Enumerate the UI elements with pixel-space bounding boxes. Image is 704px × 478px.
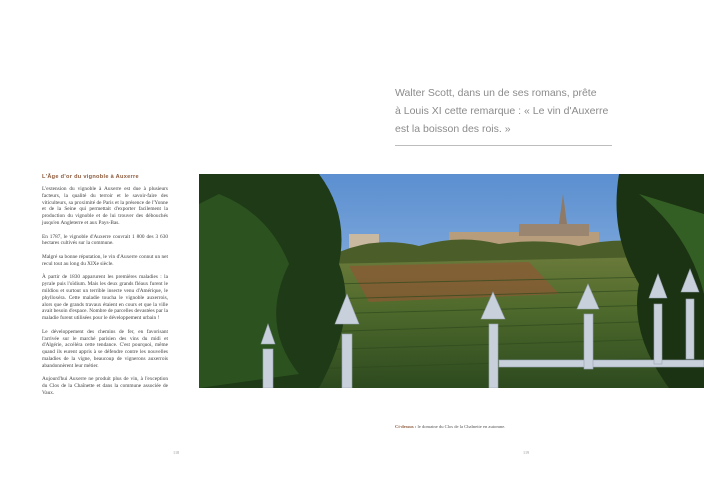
photo-caption (395, 424, 505, 429)
section-title: L'Âge d'or du vignoble à Auxerre (42, 174, 139, 180)
pull-quote-line: à Louis XI cette remarque : « Le vin d'Auxerre (395, 105, 609, 117)
paragraph: En 1787, le vignoble d'Auxerre couvrait 1 800 des 3 630 hectares cultivés sur la commune. (42, 233, 168, 247)
vineyard-photo (199, 174, 704, 388)
body-text-column (42, 186, 168, 404)
paragraph: Malgré sa bonne réputation, le vin d'Auxerre connut un net recul tout au long du XIXe siècle. (42, 253, 168, 267)
quote-divider (395, 145, 612, 146)
paragraph: À partir de 1830 apparurent les premières maladies : la pyrale puis l'oïdium. Mais les deux grands fléaux furent le mildiou et surtout un terrible insecte venu d'Amérique, le phylloxéra. Cette maladie toucha le vignoble auxerrois, alors que de grands travaux étaient en cours et que la ville avait besoin d'espace. Nombre de parcelles devastées par la maladie furent utilisées pour le développement urbain ! (42, 274, 168, 322)
paragraph: Aujourd'hui Auxerre ne produit plus de vin, à l'exception du Clos de la Chaînette et dans la commune associée de Vaux. (42, 376, 168, 396)
page-number-left: 118 (173, 450, 180, 455)
caption-text: le domaine du Clos de la Chaînette en automne. (417, 424, 506, 429)
caption-label: Ci-dessus : (395, 424, 417, 429)
paragraph: L'extension du vignoble à Auxerre est due à plusieurs facteurs, la qualité du terroir et le savoir-faire des viticulteurs, sa proximité de Paris et la présence de l'Yonne et de la Seine qui permettait d'exporter facilement la production du vignoble et de lui trouver des débouchés jusqu'en Angleterre et aux Pays-Bas. (42, 186, 168, 226)
pull-quote (395, 84, 620, 138)
page-number-right: 119 (523, 450, 530, 455)
pull-quote-line: Walter Scott, dans un de ses romans, prête (395, 87, 597, 99)
paragraph: Le développement des chemins de fer, en favorisant l'arrivée sur le marché parisien des vins du midi et d'Algérie, accéléra cette tendance. C'est pourquoi, même quand ils eurent appris à se défendre contre les nouvelles maladies de la vigne, beaucoup de vignerons auxerrois abandonnèrent leur métier. (42, 328, 168, 369)
pull-quote-line: est la boisson des rois. » (395, 123, 511, 135)
